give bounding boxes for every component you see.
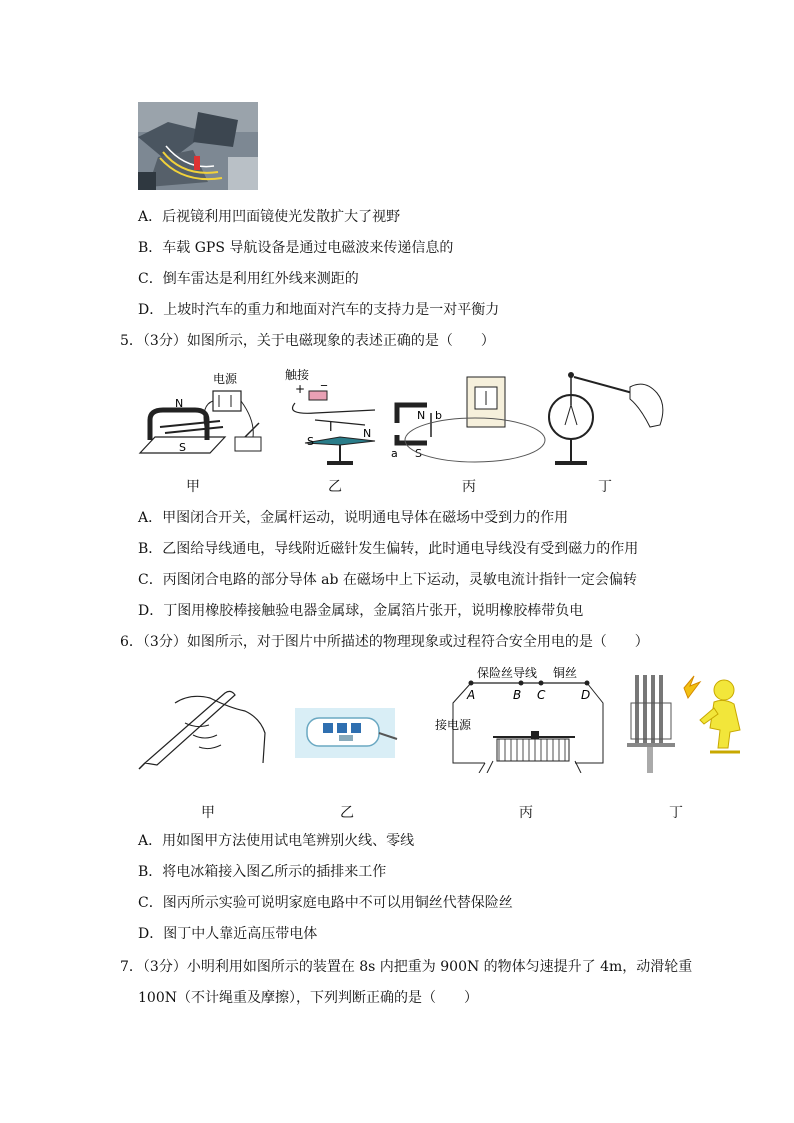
bing-s-label: S (415, 447, 422, 460)
q6-option-b: B．将电冰箱接入图乙所示的插排来工作 (138, 864, 387, 880)
yi-minus-label: _ (321, 372, 327, 386)
q5-figures (135, 365, 675, 470)
q4-option-c: C．倒车雷达是利用红外线来测距的 (138, 271, 359, 287)
bing-copper-label: 铜丝 (553, 666, 578, 680)
q6-option-c: C．图丙所示实验可说明家庭电路中不可以用铜丝代替保险丝 (138, 895, 513, 911)
q5-caption-yi: 乙 (328, 479, 342, 495)
bing-fuse-label: 保险丝导线 (477, 666, 538, 680)
figure-yi-oersted (285, 367, 375, 465)
jia-n-label: N (175, 397, 184, 410)
q5-caption-bing: 丙 (462, 479, 476, 495)
bing-d-label: D (581, 688, 591, 702)
figure-bing-induction (391, 377, 545, 462)
yi-current-label: I (329, 420, 333, 434)
q5-option-c: C．丙图闭合电路的部分导体 ab 在磁场中上下运动，灵敏电流计指针一定会偏转 (138, 572, 637, 588)
bing-b-label: b (435, 409, 442, 422)
yi-needle-n-label: N (363, 427, 372, 440)
q5-option-b: B．乙图给导线通电，导线附近磁针发生偏转，此时通电导线没有受到磁力的作用 (138, 541, 639, 557)
bing-a-label: A (467, 688, 476, 702)
jia-s-label: S (179, 441, 186, 454)
bing-c-label: C (537, 688, 546, 702)
yi-plus-label: + (295, 382, 306, 396)
q6-caption-jia: 甲 (201, 805, 215, 821)
yi-needle-s-label: S (307, 435, 314, 448)
figure-ding-electroscope (549, 372, 663, 465)
parking-photo (138, 102, 258, 190)
q6-option-d: D．图丁中人靠近高压带电体 (138, 926, 318, 942)
yi-touch-label: 触接 (285, 368, 310, 382)
figure-yi-power-strip (295, 708, 397, 758)
q6-caption-bing: 丙 (519, 805, 533, 821)
q5-caption-ding: 丁 (598, 479, 612, 495)
q5-caption-jia: 甲 (186, 479, 200, 495)
bing-n-label: N (417, 409, 426, 422)
q5-option-d: D．丁图用橡胶棒接触验电器金属球，金属箔片张开，说明橡胶棒带负电 (138, 603, 584, 619)
q4-option-d: D．上坡时汽车的重力和地面对汽车的支持力是一对平衡力 (138, 302, 500, 318)
q5-stem: 5．（3分）如图所示，关于电磁现象的表述正确的是（ ） (120, 333, 495, 349)
q6-caption-ding: 丁 (669, 805, 683, 821)
q6-caption-yi: 乙 (340, 805, 354, 821)
figure-ding-high-voltage (627, 675, 675, 773)
jia-power-label: 电源 (213, 372, 238, 386)
figure-bing-fuse-circuit (435, 665, 603, 773)
q4-option-b: B．车载 GPS 导航设备是通过电磁波来传递信息的 (138, 240, 454, 256)
q7-stem-line2: 100N（不计绳重及摩擦），下列判断正确的是（ ） (138, 990, 478, 1006)
bing-a-label: a (391, 447, 398, 460)
figure-jia-test-pen (139, 691, 265, 769)
q5-option-a: A．甲图闭合开关，金属杆运动，说明通电导体在磁场中受到力的作用 (138, 510, 569, 526)
bing-b-label: B (513, 688, 522, 702)
q7-stem-line1: 7．（3分）小明利用如图所示的装置在 8s 内把重为 900N 的物体匀速提升了 4m，动滑轮重 (120, 959, 693, 975)
bing-connect-power-label: 接电源 (435, 718, 472, 732)
q4-option-a: A．后视镜利用凹面镜使光发散扩大了视野 (138, 209, 401, 225)
figure-jia-motor (140, 371, 261, 454)
q6-figures (135, 663, 675, 773)
high-voltage-person (670, 668, 750, 763)
q6-option-a: A．用如图甲方法使用试电笔辨别火线、零线 (138, 833, 415, 849)
q6-stem: 6．（3分）如图所示，对于图片中所描述的物理现象或过程符合安全用电的是（ ） (120, 634, 649, 650)
